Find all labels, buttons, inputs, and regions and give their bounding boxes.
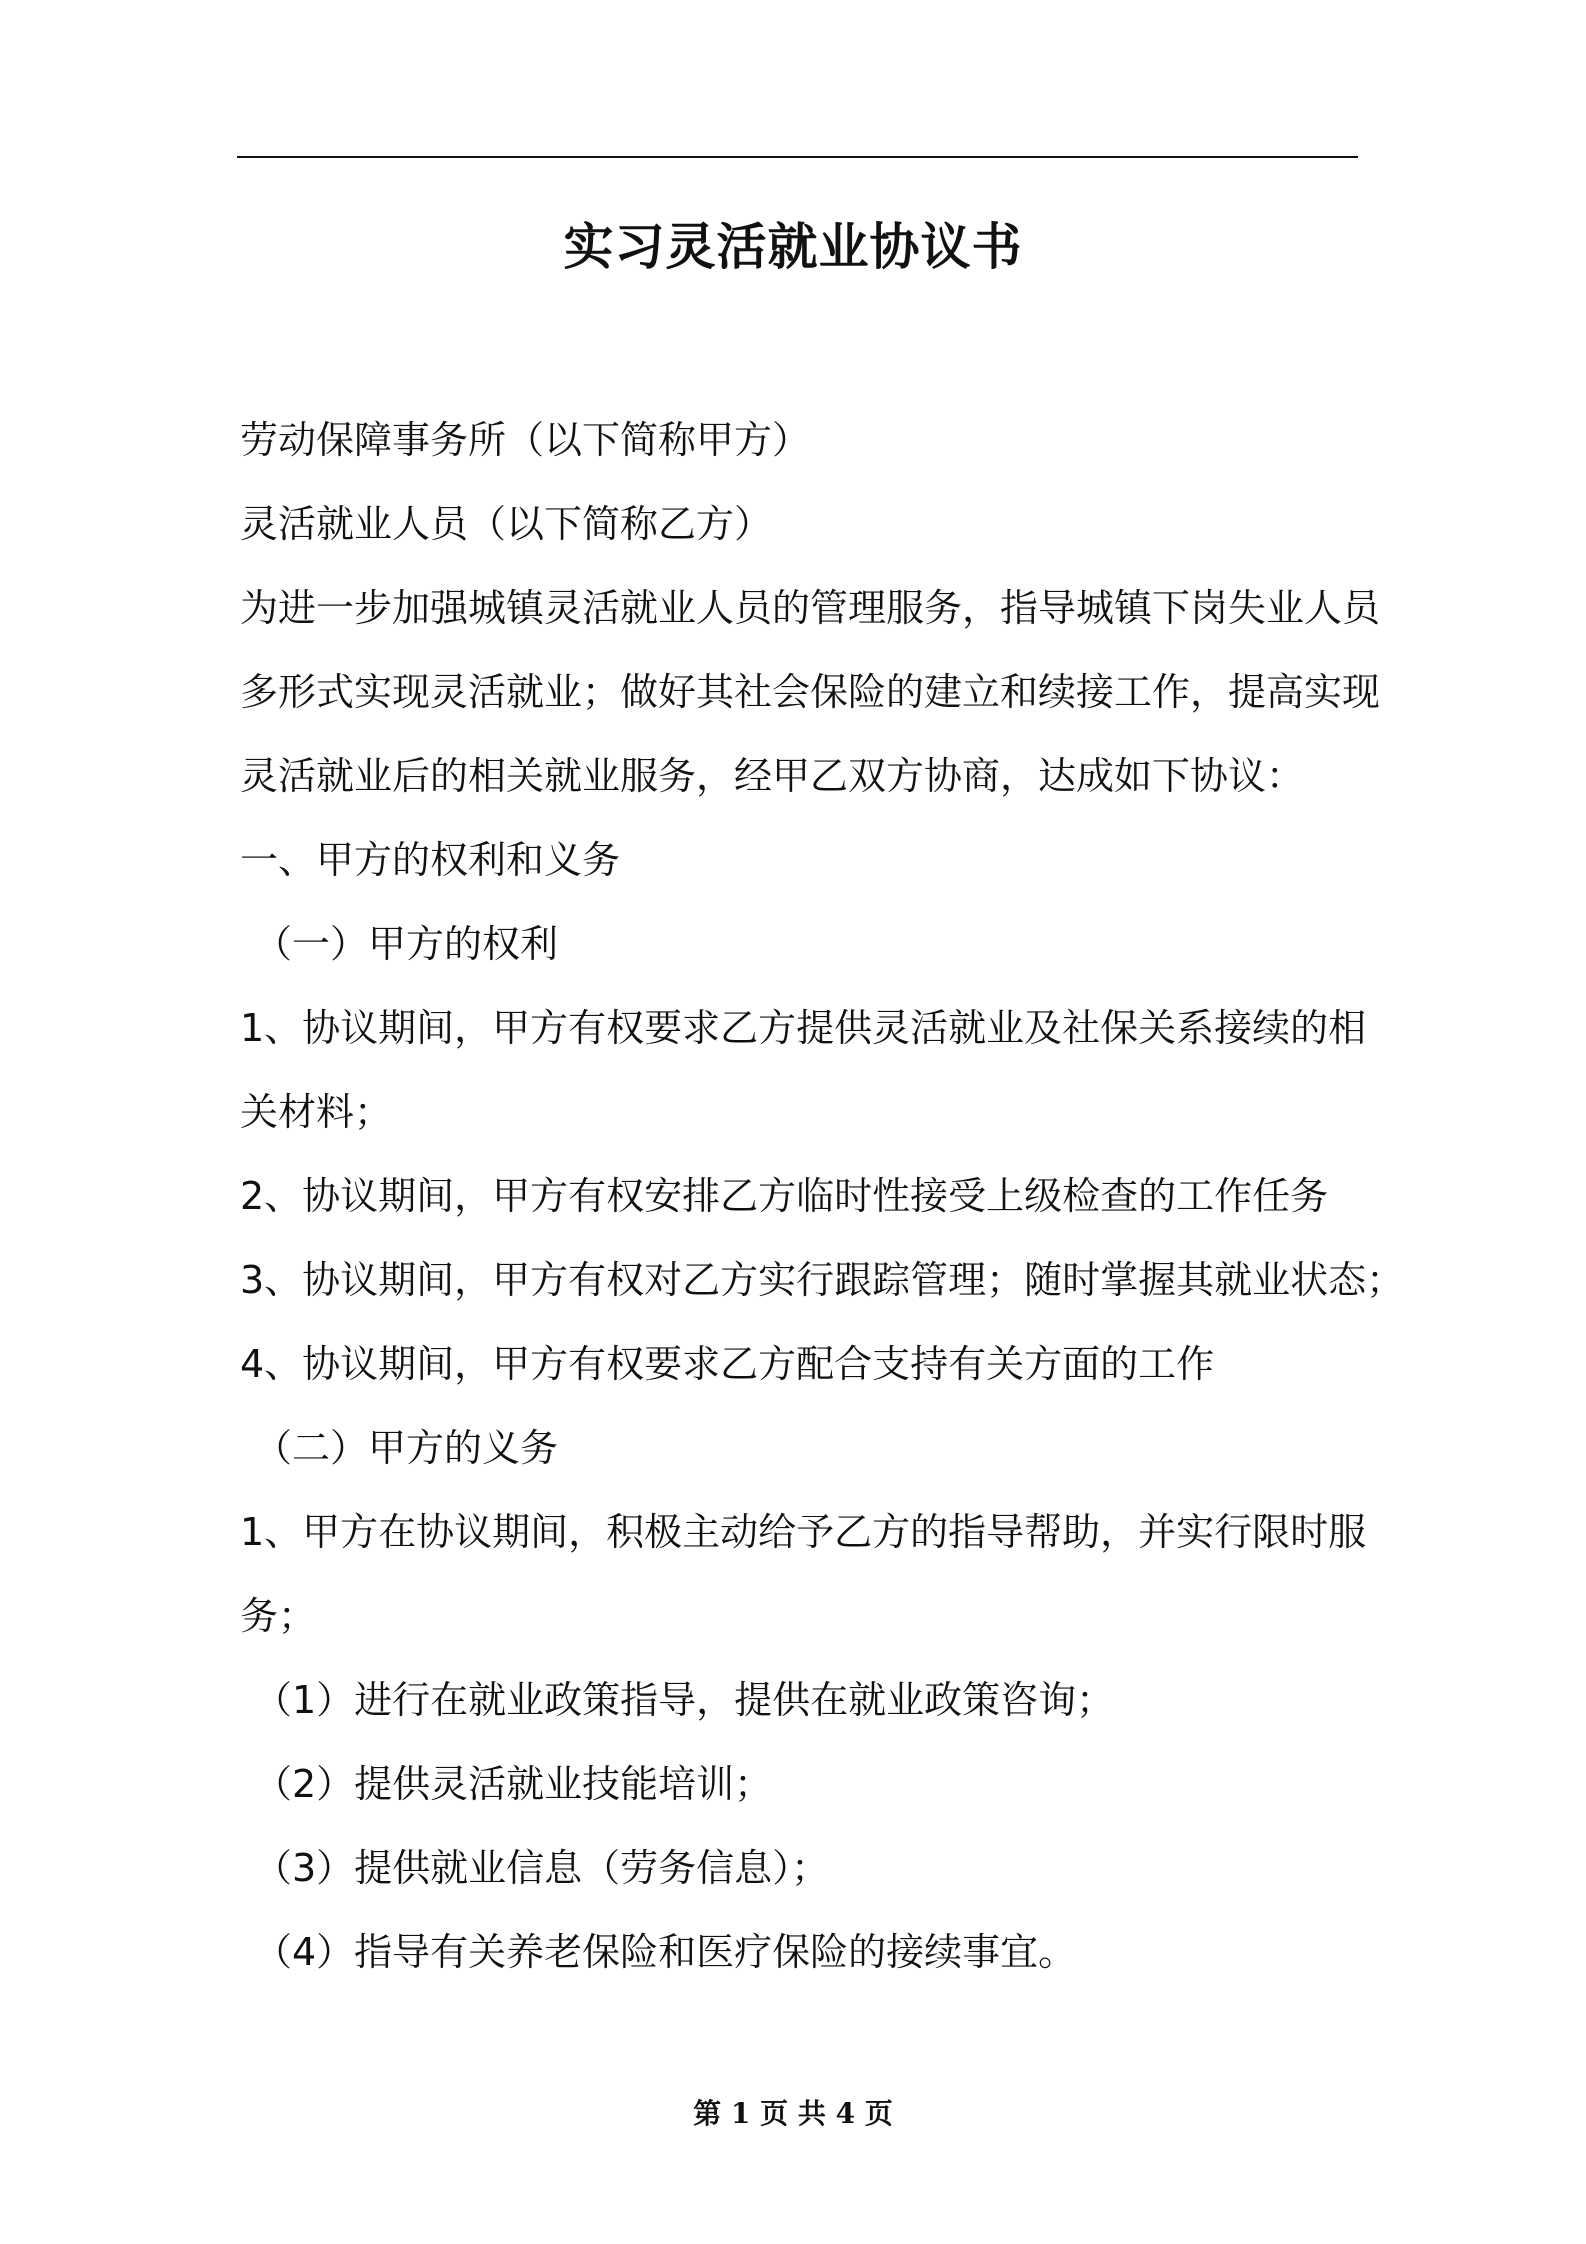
section-heading-1: 一、甲方的权利和义务 [240,838,621,882]
subsection-heading-rights: （一）甲方的权利 [254,922,559,966]
obligations-subitem-1: （1）进行在就业政策指导，提供在就业政策咨询； [254,1678,1115,1722]
rights-item-2: 2、协议期间，甲方有权安排乙方临时性接受上级检查的工作任务 [240,1174,1329,1218]
rights-item-3: 3、协议期间，甲方有权对乙方实行跟踪管理；随时掌握其就业状态； [240,1258,1405,1302]
document-body [240,410,1405,2006]
rights-item-4: 4、协议期间，甲方有权要求乙方配合支持有关方面的工作 [240,1342,1215,1386]
document-title: 实习灵活就业协议书 [563,218,1023,276]
subsection-heading-obligations: （二）甲方的义务 [254,1426,559,1470]
header-rule [237,156,1358,158]
preamble-line-3: 灵活就业后的相关就业服务，经甲乙双方协商，达成如下协议： [240,754,1305,798]
obligations-subitem-3: （3）提供就业信息（劳务信息）； [254,1846,830,1890]
obligations-item-1-cont: 务； [240,1594,317,1638]
preamble-line-1: 为进一步加强城镇灵活就业人员的管理服务，指导城镇下岗失业人员 [240,586,1381,630]
obligations-subitem-2: （2）提供灵活就业技能培训； [254,1762,773,1806]
rights-item-1: 1、协议期间，甲方有权要求乙方提供灵活就业及社保关系接续的相 [240,1006,1367,1050]
page-number-footer: 第 1 页 共 4 页 [693,2097,893,2130]
obligations-item-1: 1、甲方在协议期间，积极主动给予乙方的指导帮助，并实行限时服 [240,1510,1367,1554]
party-a-line: 劳动保障事务所（以下简称甲方） [240,418,811,462]
preamble-line-2: 多形式实现灵活就业；做好其社会保险的建立和续接工作，提高实现 [240,670,1381,714]
rights-item-1-cont: 关材料； [240,1090,393,1134]
party-b-line: 灵活就业人员（以下简称乙方） [240,502,773,546]
obligations-subitem-4: （4）指导有关养老保险和医疗保险的接续事宜。 [254,1930,1077,1974]
